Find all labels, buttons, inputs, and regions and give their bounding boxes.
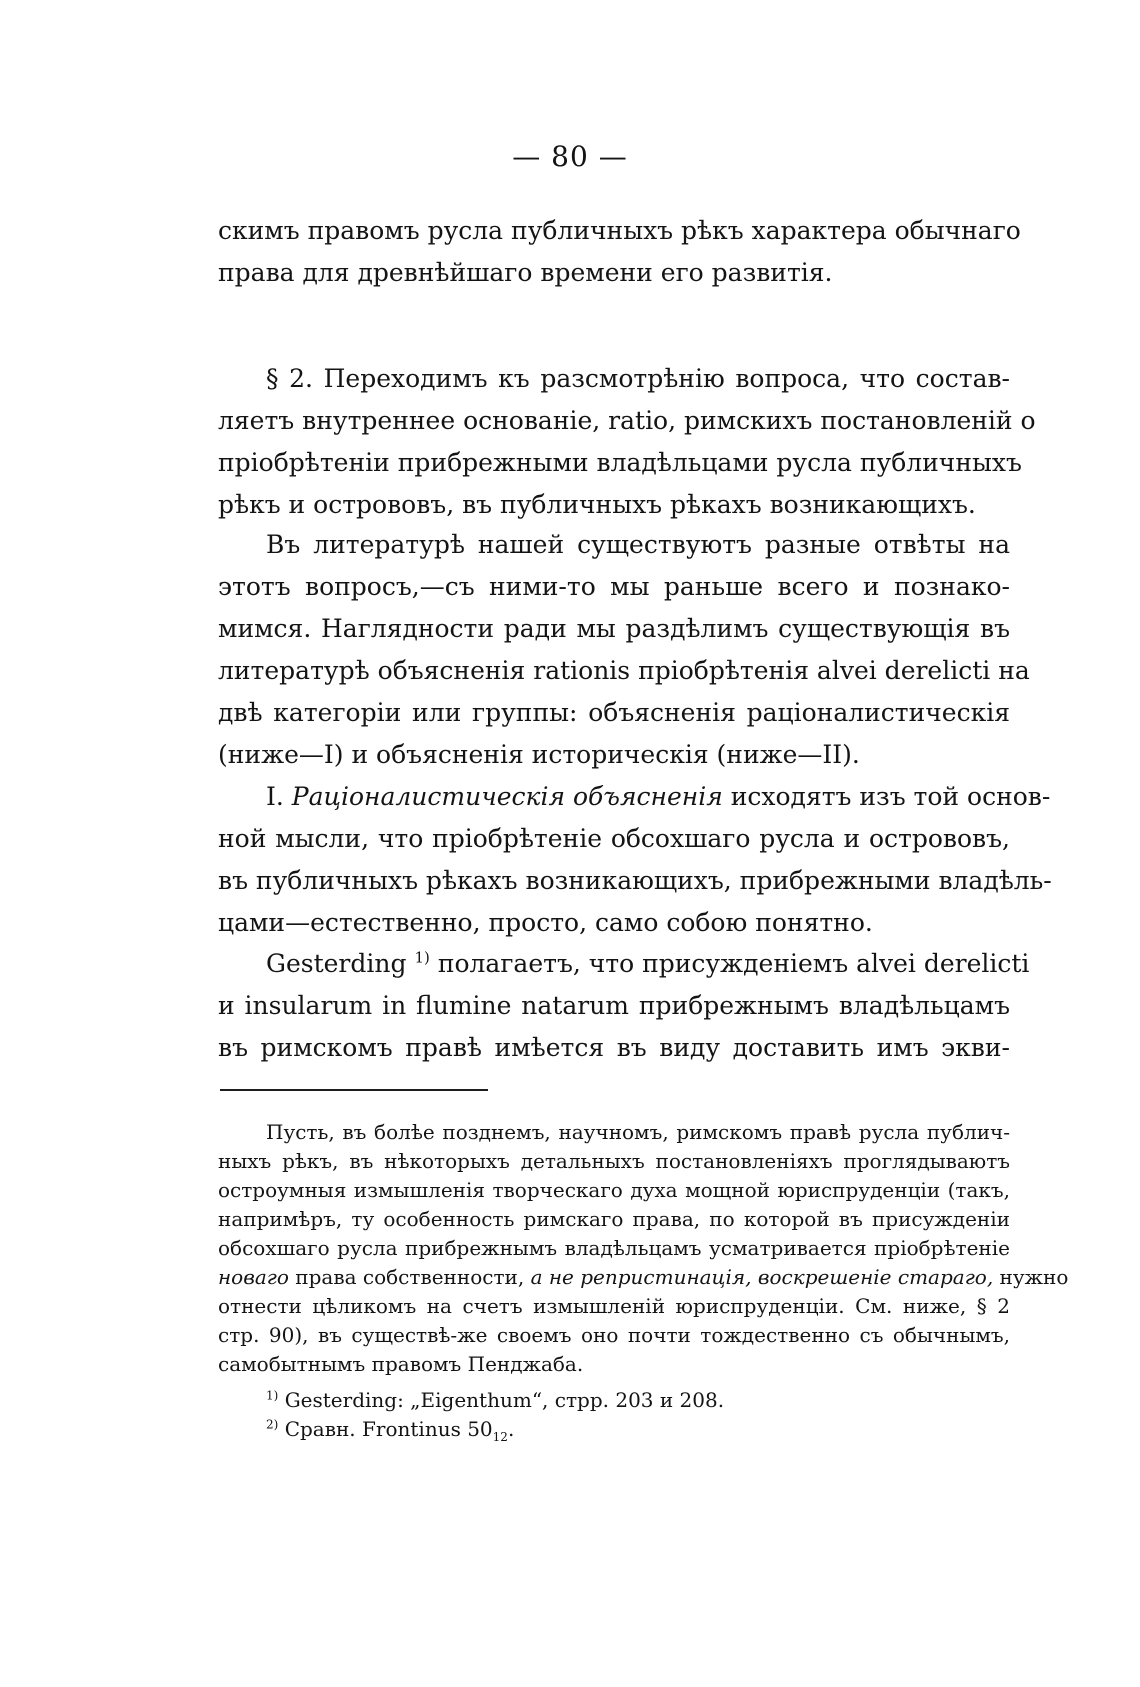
rational-explanations-paragraph bbox=[218, 776, 1052, 944]
footnote-line: напримѣръ, ту особенность римскаго права, по которой въ присужденіи bbox=[218, 1207, 1010, 1231]
footnotes-area bbox=[218, 1118, 1069, 1444]
page-number: — 80 — bbox=[512, 140, 628, 173]
footnote-line: стр. 90), въ существѣ-же своемъ оно почти тождественно съ обычнымъ, bbox=[218, 1323, 1010, 1347]
text-line: пріобрѣтеніи прибрежными владѣльцами русла публичныхъ bbox=[218, 448, 1022, 477]
literature-paragraph bbox=[218, 524, 1030, 776]
text-line: двѣ категоріи или группы: объясненія раціоналистическія bbox=[218, 698, 1010, 727]
text-line: этотъ вопросъ,—съ ними-то мы раньше всего и познако- bbox=[218, 572, 1010, 601]
footnote-line: самобытнымъ правомъ Пенджаба. bbox=[218, 1352, 584, 1376]
footnote-line: новаго права собственности, а не репристинація, воскрешеніе стараго, нужно bbox=[218, 1265, 1069, 1289]
line-rest: полагаетъ, что присужденіемъ alvei derelicti bbox=[437, 949, 1030, 978]
text-line: и insularum in flumine natarum прибрежнымъ владѣльцамъ bbox=[218, 991, 1010, 1020]
footnote-ref: 1) bbox=[414, 948, 430, 967]
text-line bbox=[218, 776, 1051, 818]
text-line: въ публичныхъ рѣкахъ возникающихъ, прибрежными владѣль- bbox=[218, 866, 1052, 895]
text-line: (ниже—I) и объясненія историческія (ниже—II). bbox=[218, 740, 860, 769]
text-line: Въ литературѣ нашей существуютъ разные отвѣты на bbox=[266, 530, 1010, 559]
text-line: права для древнѣйшаго времени его развитія. bbox=[218, 258, 833, 287]
footnote-2: $^{2)}$ Сравн. Frontinus $50_{12}$. bbox=[266, 1417, 515, 1444]
text-line: скимъ правомъ русла публичныхъ рѣкъ характера обычнаго bbox=[218, 216, 1021, 245]
line-rest: исходятъ изъ той основ- bbox=[730, 782, 1051, 811]
footnote-line: Пусть, въ болѣе позднемъ, научномъ, римскомъ правѣ русла публич- bbox=[266, 1120, 1010, 1144]
author-name: Gesterding bbox=[266, 949, 407, 978]
text-line: литературѣ объясненія rationis пріобрѣтенія alvei derelicti на bbox=[218, 656, 1030, 685]
footnote-line: ныхъ рѣкъ, въ нѣкоторыхъ детальныхъ постановленіяхъ проглядываютъ bbox=[218, 1149, 1010, 1173]
text-line: § 2. Переходимъ къ разсмотрѣнію вопроса, что состав- bbox=[266, 364, 1010, 393]
text-line bbox=[218, 943, 1030, 985]
section-paragraph bbox=[218, 358, 1036, 526]
text-line: въ римскомъ правѣ имѣется въ виду доставить имъ экви- bbox=[218, 1033, 1010, 1062]
text-line: ной мысли, что пріобрѣтеніе обсохшаго русла и острововъ, bbox=[218, 824, 1010, 853]
text-line: цами—естественно, просто, само собою понятно. bbox=[218, 908, 873, 937]
footnote-1: $^{1)}$ Gesterding: „Eigenthum“, стрр. 203 и 208. bbox=[266, 1388, 725, 1412]
footnote-line: обсохшаго русла прибрежнымъ владѣльцамъ усматривается пріобрѣтеніе bbox=[218, 1236, 1010, 1260]
footnote-line: отнести цѣликомъ на счетъ измышленій юриспруденціи. См. ниже, § 2 bbox=[218, 1294, 1010, 1318]
italic-term: Раціоналистическія объясненія bbox=[291, 782, 723, 811]
gesterding-paragraph bbox=[218, 943, 1030, 1069]
text-line: ляетъ внутреннее основаніе, ratio, римскихъ постановленій о bbox=[218, 406, 1036, 435]
roman-numeral: I. bbox=[266, 782, 284, 811]
footnote-divider bbox=[220, 1089, 488, 1091]
footnote-list bbox=[218, 1386, 1010, 1444]
text-line: мимся. Наглядности ради мы раздѣлимъ существующія въ bbox=[218, 614, 1010, 643]
footnote-mark: 2) bbox=[266, 1417, 279, 1432]
text-line: рѣкъ и острововъ, въ публичныхъ рѣкахъ возникающихъ. bbox=[218, 490, 976, 519]
continuation-paragraph bbox=[218, 210, 1021, 294]
footnote-line: остроумныя измышленія творческаго духа мощной юриспруденціи (такъ, bbox=[218, 1178, 1010, 1202]
footnote-mark: 1) bbox=[266, 1388, 279, 1403]
